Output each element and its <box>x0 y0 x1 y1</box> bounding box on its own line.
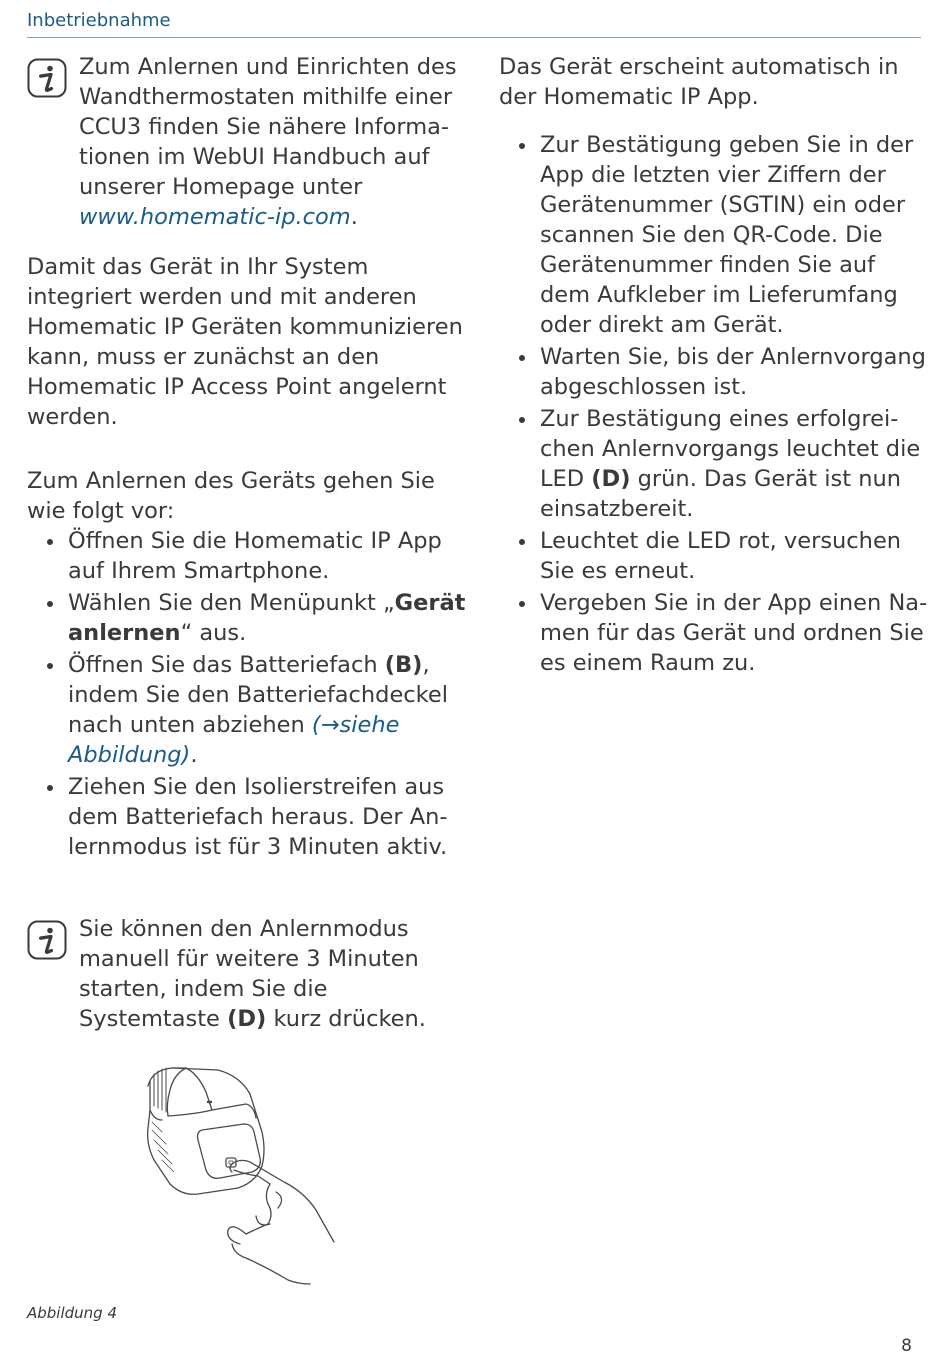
steps-list <box>27 526 467 862</box>
page-number: 8 <box>901 1336 912 1356</box>
info-icon <box>27 920 67 960</box>
list-item: Öffnen Sie die Homematic IP App auf Ihrem Smartphone. <box>27 526 467 586</box>
info-note-learn-mode <box>27 914 467 1034</box>
info-note-text: Sie können den Anlernmodus manuell für weitere 3 Minuten starten, indem Sie die Systemtaste (D) kurz drücken. <box>79 916 426 1032</box>
thermostat-hand-illustration <box>128 1058 348 1288</box>
left-column <box>27 52 467 1034</box>
list-item: Wählen Sie den Menüpunkt „Gerät anlernen“ aus. <box>27 588 467 648</box>
list-item: Warten Sie, bis der Anlernvorgang abgeschlossen ist. <box>499 342 929 402</box>
list-item: Zur Bestätigung eines erfolgreichen Anlernvorgangs leuchtet die LED (D) grün. Das Gerät ist nun einsatzbereit. <box>499 404 929 524</box>
figure-reference-link[interactable]: (→siehe Abbildung) <box>68 712 400 768</box>
figure-caption: Abbildung 4 <box>27 1304 118 1322</box>
list-item: Vergeben Sie in der App einen Namen für das Gerät und ordnen Sie es einem Raum zu. <box>499 588 929 678</box>
info-note-text: Zum Anlernen und Einrichten des Wandthermostaten mithilfe einer CCU3 finden Sie nähere Informationen im WebUI Handbuch auf unserer Homepage unter www.homematic-ip.com. <box>79 54 457 230</box>
info-note-ccu3 <box>27 52 467 232</box>
list-item: Zur Bestätigung geben Sie in der App die letzten vier Ziffern der Gerätenummer (SGTIN) ein oder scannen Sie den QR-Code. Die Gerätenummer finden Sie auf dem Aufkleber im Lieferumfang oder direkt am Gerät. <box>499 130 929 340</box>
section-header: Inbetriebnahme <box>27 10 921 38</box>
info-icon <box>27 58 67 98</box>
list-item: Leuchtet die LED rot, versuchen Sie es erneut. <box>499 526 929 586</box>
list-item: Öffnen Sie das Batteriefach (B), indem Sie den Batteriefachdeckel nach unten abziehen (→siehe Abbildung). <box>27 650 467 770</box>
paragraph-integration: Damit das Gerät in Ihr System integriert werden und mit anderen Homematic IP Geräten kommunizieren kann, muss er zunächst an den Homematic IP Access Point angelernt werden. <box>27 254 463 430</box>
right-column <box>499 52 929 680</box>
list-item: Ziehen Sie den Isolierstreifen aus dem Batteriefach heraus. Der Anlernmodus ist für 3 Minuten aktiv. <box>27 772 467 862</box>
confirmation-steps-list <box>499 130 929 678</box>
paragraph-steps-intro: Zum Anlernen des Geräts gehen Sie wie folgt vor: <box>27 468 435 524</box>
homepage-link[interactable]: www.homematic-ip.com <box>79 204 351 230</box>
paragraph-app-appears: Das Gerät erscheint automatisch in der Homematic IP App. <box>499 54 899 110</box>
